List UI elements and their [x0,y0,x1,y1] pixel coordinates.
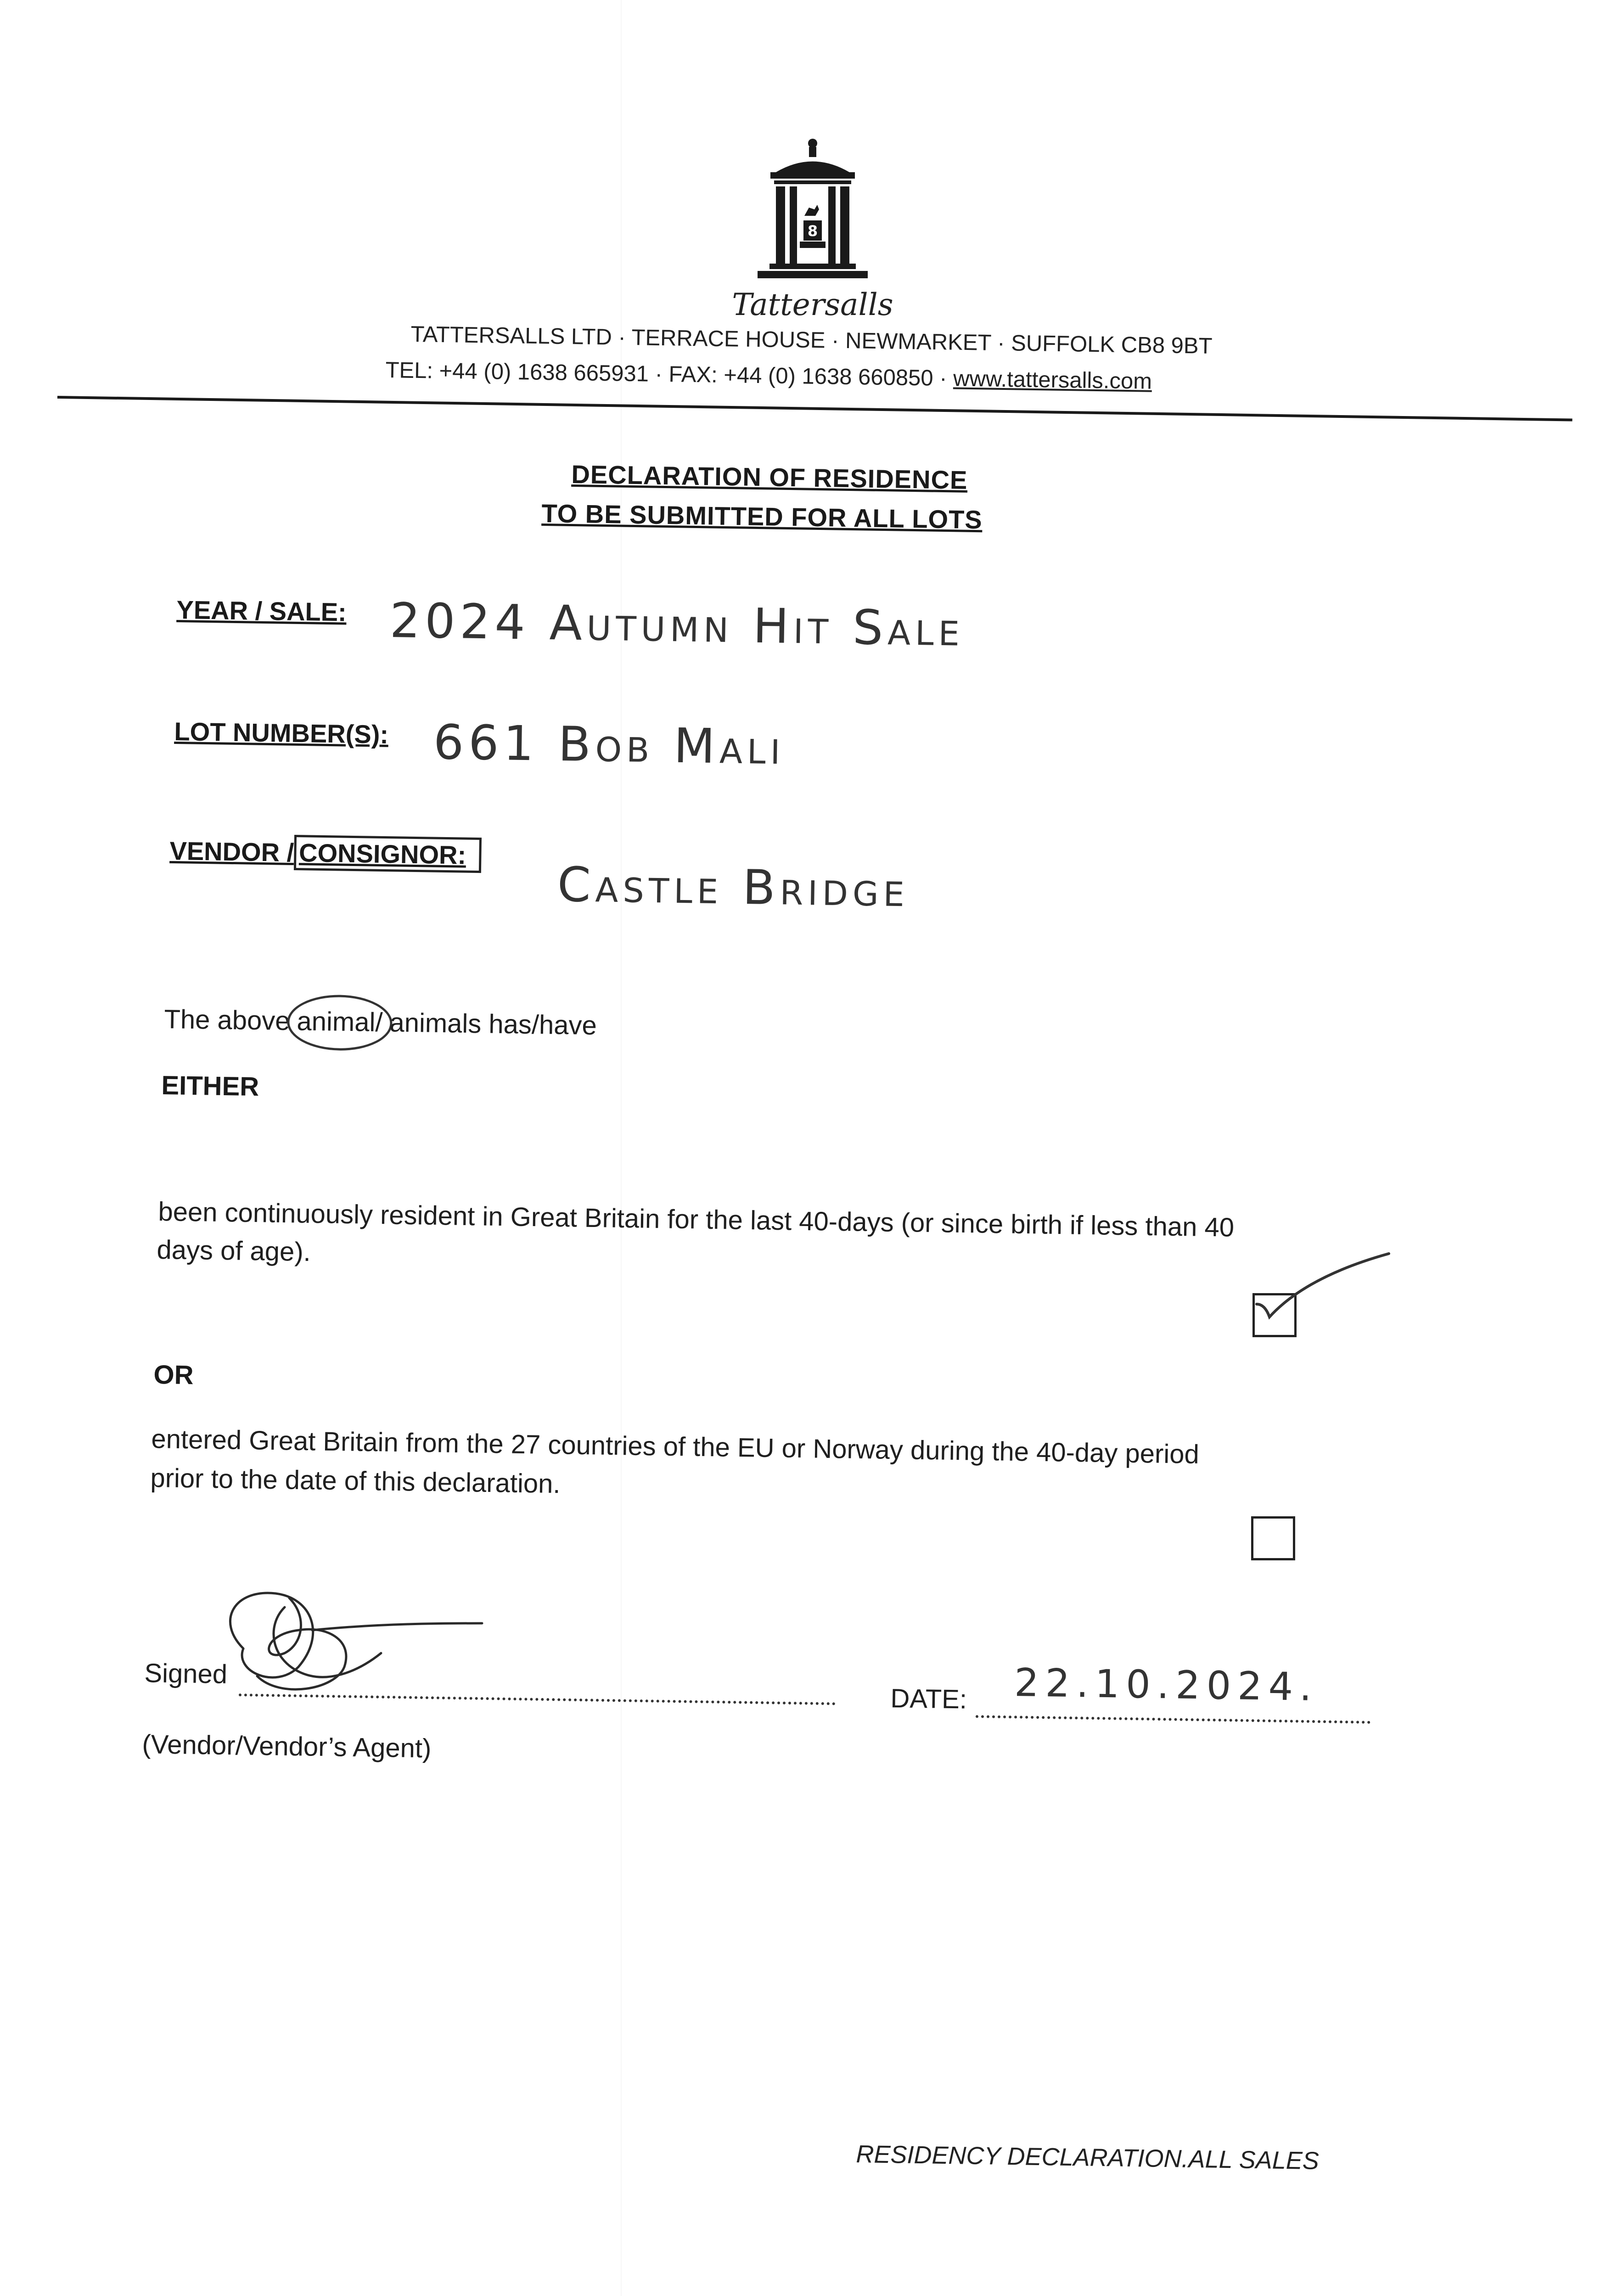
intro-text-end: animals has/have [389,1007,597,1041]
company-address: TATTERSALLS LTD · TERRACE HOUSE · NEWMARKET · SUFFOLK CB8 9BT [410,321,1213,359]
form-title: DECLARATION OF RESIDENCE [571,459,968,495]
vendor-label: VENDOR / [169,836,294,867]
vendor-consignor-value: Castle Bridge [557,856,910,918]
signed-label: Signed [144,1658,228,1689]
phone-fax: TEL: +44 (0) 1638 665931 · FAX: +44 (0) 1638 660850 · [385,357,954,391]
vendor-consignor-label [169,836,482,870]
brand-name: Tattersalls [732,287,893,322]
date-label: DATE: [890,1683,967,1715]
year-sale-label: YEAR / SALE: [176,595,347,627]
either-label: EITHER [161,1070,259,1102]
declaration-intro [164,1003,597,1043]
handwritten-signature [207,1580,491,1717]
or-label: OR [153,1360,194,1390]
option1-tick-mark [1251,1235,1398,1350]
intro-text-start: The above [164,1004,291,1036]
tattersalls-pavilion-logo [730,138,895,289]
svg-text:8: 8 [807,222,818,240]
header-divider [57,396,1572,422]
date-value: 22.10.2024. [1014,1660,1319,1710]
form-subtitle: TO BE SUBMITTED FOR ALL LOTS [541,498,983,535]
option2-checkbox[interactable] [1251,1516,1295,1560]
option2-line1: entered Great Britain from the 27 countries of the EU or Norway during the 40-day period [151,1424,1200,1469]
contact-line [385,357,1152,394]
lot-number-value: 661 Bob Mali [433,714,786,776]
option1-line1: been continuously resident in Great Britain for the last 40-days (or since birth if less than 40 [158,1197,1235,1243]
form-identifier: RESIDENCY DECLARATION.ALL SALES [856,2140,1320,2175]
signed-role: (Vendor/Vendor’s Agent) [142,1729,432,1764]
option2-line2: prior to the date of this declaration. [150,1463,561,1499]
date-line [976,1715,1370,1724]
year-sale-value: 2024 Autumn Hit Sale [389,592,965,657]
circled-animal: animal/ [287,994,393,1051]
consignor-label: CONSIGNOR: [294,835,482,873]
option1-line2: days of age). [157,1235,311,1267]
lot-number-label: LOT NUMBER(S): [174,716,389,749]
website-link[interactable]: www.tattersalls.com [953,366,1152,394]
